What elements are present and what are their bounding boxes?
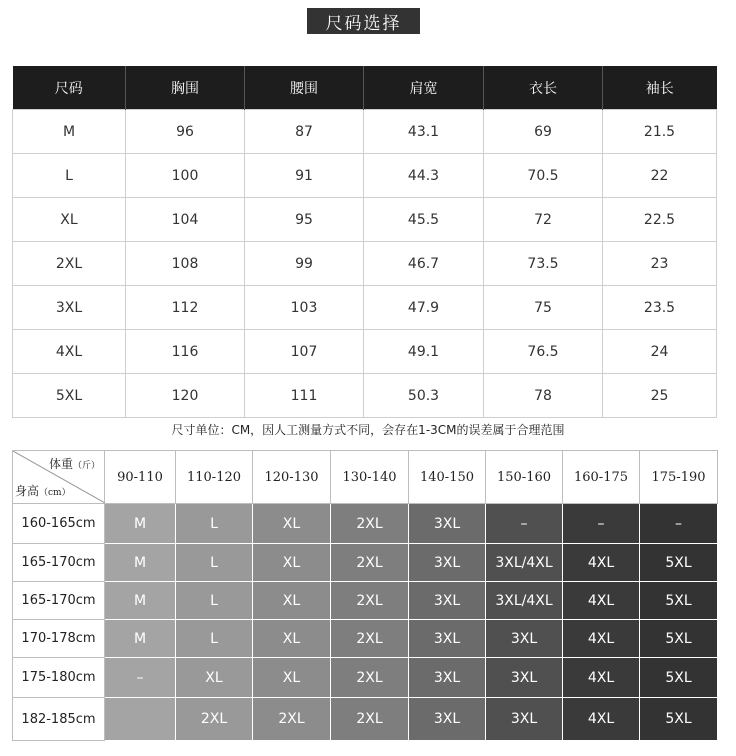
weight-range-header: 175-190 xyxy=(640,451,718,504)
spec-value-cell: 45.5 xyxy=(364,198,484,242)
recommended-size-cell: 5XL xyxy=(640,620,718,658)
spec-value-cell: 99 xyxy=(245,242,364,286)
height-row xyxy=(13,698,718,741)
recommended-size-cell: 4XL xyxy=(563,544,640,582)
recommended-size-cell: XL xyxy=(176,658,253,698)
recommended-size-cell: M xyxy=(105,544,176,582)
weight-label: 体重 xyxy=(48,457,73,471)
spec-size-cell: XL xyxy=(13,198,126,242)
height-unit: （cm） xyxy=(39,488,71,498)
recommended-size-cell: 2XL xyxy=(331,582,409,620)
recommended-size-cell: 2XL xyxy=(331,620,409,658)
spec-header-cell: 肩宽 xyxy=(364,66,484,110)
spec-value-cell: 111 xyxy=(245,374,364,418)
size-recommendation-table xyxy=(12,450,718,741)
spec-value-cell: 100 xyxy=(126,154,245,198)
recommended-size-cell: 3XL xyxy=(486,698,563,741)
recommended-size-cell: 5XL xyxy=(640,658,718,698)
recommended-size-cell: – xyxy=(563,504,640,544)
spec-value-cell: 23 xyxy=(603,242,717,286)
height-row xyxy=(13,620,718,658)
recommended-size-cell: 4XL xyxy=(563,620,640,658)
recommended-size-cell: L xyxy=(176,582,253,620)
recommended-size-cell: 3XL xyxy=(409,658,486,698)
spec-value-cell: 87 xyxy=(245,110,364,154)
spec-row xyxy=(13,242,717,286)
height-range-cell: 165-170cm xyxy=(13,582,105,620)
recommended-size-cell: 5XL xyxy=(640,698,718,741)
spec-value-cell: 104 xyxy=(126,198,245,242)
spec-value-cell: 73.5 xyxy=(484,242,603,286)
recommended-size-cell: 3XL/4XL xyxy=(486,544,563,582)
recommended-size-cell: M xyxy=(105,582,176,620)
recommended-size-cell: 4XL xyxy=(563,698,640,741)
height-row xyxy=(13,582,718,620)
recommended-size-cell: 3XL xyxy=(409,544,486,582)
spec-value-cell: 46.7 xyxy=(364,242,484,286)
recommended-size-cell: XL xyxy=(253,582,331,620)
spec-value-cell: 47.9 xyxy=(364,286,484,330)
recommended-size-cell: 3XL xyxy=(409,504,486,544)
spec-row xyxy=(13,374,717,418)
spec-value-cell: 75 xyxy=(484,286,603,330)
spec-value-cell: 96 xyxy=(126,110,245,154)
weight-range-header: 150-160 xyxy=(486,451,563,504)
weight-range-header: 130-140 xyxy=(331,451,409,504)
spec-header-cell: 袖长 xyxy=(603,66,717,110)
recommended-size-cell: M xyxy=(105,504,176,544)
spec-value-cell: 43.1 xyxy=(364,110,484,154)
spec-row xyxy=(13,110,717,154)
spec-row xyxy=(13,198,717,242)
spec-value-cell: 120 xyxy=(126,374,245,418)
height-row xyxy=(13,658,718,698)
size-spec-table xyxy=(12,66,717,418)
recommended-size-cell: 5XL xyxy=(640,544,718,582)
spec-value-cell: 103 xyxy=(245,286,364,330)
recommended-size-cell xyxy=(105,698,176,741)
recommended-size-cell: M xyxy=(105,620,176,658)
height-range-cell: 170-178cm xyxy=(13,620,105,658)
spec-value-cell: 72 xyxy=(484,198,603,242)
height-axis-label xyxy=(15,482,71,499)
recommended-size-cell: – xyxy=(105,658,176,698)
spec-size-cell: M xyxy=(13,110,126,154)
spec-value-cell: 69 xyxy=(484,110,603,154)
spec-header-cell: 胸围 xyxy=(126,66,245,110)
spec-value-cell: 108 xyxy=(126,242,245,286)
recommended-size-cell: 3XL xyxy=(486,620,563,658)
spec-row xyxy=(13,330,717,374)
spec-header-cell: 衣长 xyxy=(484,66,603,110)
measurement-note: 尺寸单位：CM，因人工测量方式不同，会存在1-3CM的误差属于合理范围 xyxy=(171,423,565,437)
recommended-size-cell: 3XL xyxy=(409,620,486,658)
recommended-size-cell: L xyxy=(176,620,253,658)
spec-size-cell: L xyxy=(13,154,126,198)
weight-range-header: 140-150 xyxy=(409,451,486,504)
spec-size-cell: 5XL xyxy=(13,374,126,418)
spec-value-cell: 76.5 xyxy=(484,330,603,374)
spec-value-cell: 23.5 xyxy=(603,286,717,330)
spec-size-cell: 3XL xyxy=(13,286,126,330)
recommended-size-cell: 2XL xyxy=(331,658,409,698)
recommended-size-cell: XL xyxy=(253,620,331,658)
recommended-size-cell: XL xyxy=(253,658,331,698)
spec-header-cell: 尺码 xyxy=(13,66,126,110)
weight-range-header: 110-120 xyxy=(176,451,253,504)
recommended-size-cell: – xyxy=(486,504,563,544)
spec-value-cell: 95 xyxy=(245,198,364,242)
recommended-size-cell: 5XL xyxy=(640,582,718,620)
height-row xyxy=(13,504,718,544)
weight-unit: （斤） xyxy=(72,461,100,471)
recommended-size-cell: 3XL/4XL xyxy=(486,582,563,620)
spec-value-cell: 49.1 xyxy=(364,330,484,374)
recommended-size-cell: 2XL xyxy=(331,504,409,544)
spec-value-cell: 70.5 xyxy=(484,154,603,198)
recommended-size-cell: 2XL xyxy=(253,698,331,741)
recommended-size-cell: 2XL xyxy=(331,544,409,582)
recommended-size-cell: L xyxy=(176,504,253,544)
spec-header-row xyxy=(13,66,717,110)
recommended-size-cell: 3XL xyxy=(409,582,486,620)
recommended-size-cell: 2XL xyxy=(331,698,409,741)
weight-range-header: 90-110 xyxy=(105,451,176,504)
recommended-size-cell: 4XL xyxy=(563,582,640,620)
spec-size-cell: 2XL xyxy=(13,242,126,286)
spec-value-cell: 112 xyxy=(126,286,245,330)
spec-value-cell: 107 xyxy=(245,330,364,374)
weight-range-header: 120-130 xyxy=(253,451,331,504)
spec-value-cell: 21.5 xyxy=(603,110,717,154)
spec-value-cell: 91 xyxy=(245,154,364,198)
height-range-cell: 165-170cm xyxy=(13,544,105,582)
spec-value-cell: 24 xyxy=(603,330,717,374)
spec-value-cell: 44.3 xyxy=(364,154,484,198)
spec-header-cell: 腰围 xyxy=(245,66,364,110)
spec-row xyxy=(13,154,717,198)
recommended-size-cell: 3XL xyxy=(409,698,486,741)
height-range-cell: 175-180cm xyxy=(13,658,105,698)
spec-row xyxy=(13,286,717,330)
weight-axis-label xyxy=(49,455,100,472)
spec-value-cell: 116 xyxy=(126,330,245,374)
recommended-size-cell: L xyxy=(176,544,253,582)
spec-value-cell: 22 xyxy=(603,154,717,198)
height-range-cell: 160-165cm xyxy=(13,504,105,544)
recommended-size-cell: XL xyxy=(253,544,331,582)
recommended-size-cell: – xyxy=(640,504,718,544)
height-row xyxy=(13,544,718,582)
spec-size-cell: 4XL xyxy=(13,330,126,374)
weight-range-header: 160-175 xyxy=(563,451,640,504)
spec-value-cell: 25 xyxy=(603,374,717,418)
weight-header-row xyxy=(13,451,718,504)
height-label: 身高 xyxy=(15,484,40,498)
recommended-size-cell: 3XL xyxy=(486,658,563,698)
recommended-size-cell: 4XL xyxy=(563,658,640,698)
recommended-size-cell: XL xyxy=(253,504,331,544)
spec-value-cell: 78 xyxy=(484,374,603,418)
spec-value-cell: 50.3 xyxy=(364,374,484,418)
height-range-cell: 182-185cm xyxy=(13,698,105,741)
corner-header-cell xyxy=(13,451,105,504)
spec-value-cell: 22.5 xyxy=(603,198,717,242)
page-title: 尺码选择 xyxy=(307,8,420,34)
recommended-size-cell: 2XL xyxy=(176,698,253,741)
